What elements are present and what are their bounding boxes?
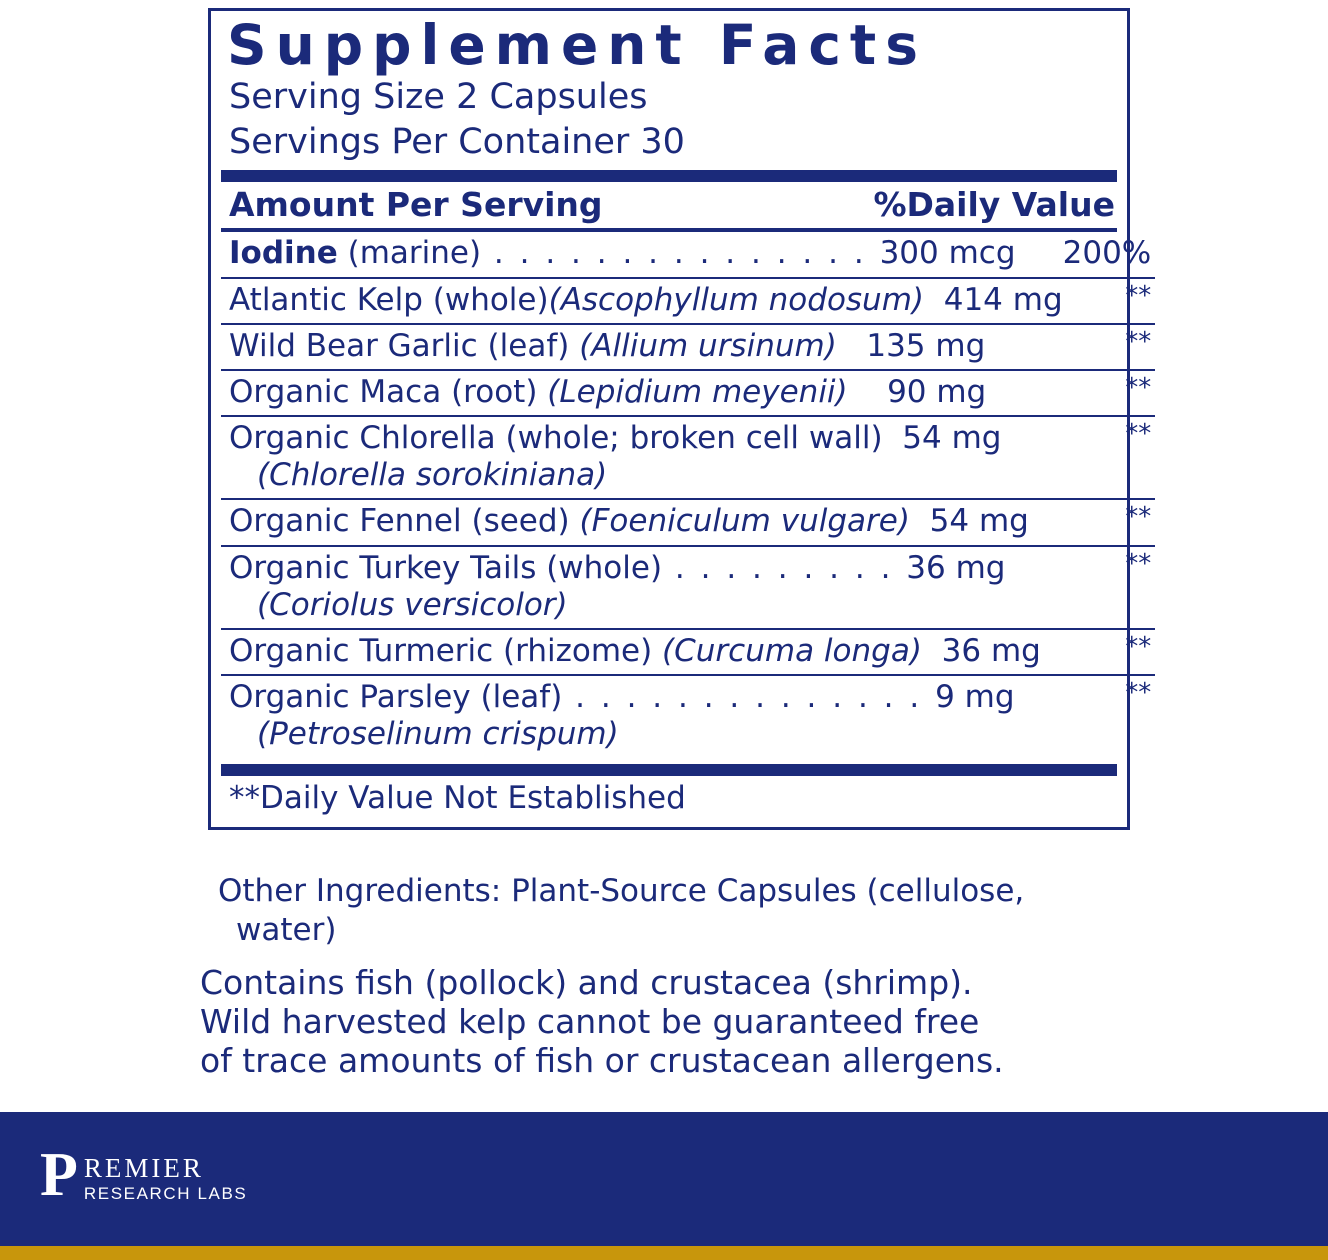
table-row bbox=[221, 324, 1155, 370]
ingredient-name-cell bbox=[221, 232, 1063, 277]
ingredient-latin: (Foeniculum vulgare) bbox=[579, 503, 910, 540]
ingredient-name: Organic Maca (root) bbox=[229, 373, 548, 410]
ingredient-amount: 135 mg bbox=[866, 327, 986, 364]
ingredient-dv: ** bbox=[1125, 678, 1152, 709]
amount-per-serving-label: Amount Per Serving bbox=[229, 185, 603, 225]
table-row bbox=[221, 629, 1155, 675]
table-row bbox=[221, 278, 1155, 324]
ingredient-name-cell bbox=[221, 324, 1063, 370]
ingredient-name: Organic Parsley (leaf) bbox=[229, 679, 563, 716]
panel-title: Supplement Facts bbox=[227, 13, 927, 77]
other-ingredients bbox=[218, 872, 1098, 950]
ingredient-table bbox=[221, 232, 1155, 757]
ingredient-name-cell bbox=[221, 629, 1063, 675]
ingredient-name-cell bbox=[221, 278, 1063, 324]
ingredient-dv: ** bbox=[1063, 629, 1156, 675]
leader-dots: . . . . . . . . . . . . . . bbox=[562, 679, 936, 716]
ingredient-latin: (Petroselinum crispum) bbox=[257, 716, 619, 753]
other-ingredients-line2: water) bbox=[236, 911, 337, 948]
table-row bbox=[221, 370, 1155, 416]
divider-thick-bottom bbox=[221, 764, 1117, 776]
allergen-line2: Wild harvested kelp cannot be guaranteed free bbox=[200, 1001, 980, 1041]
leader-dots: . . . . . . . . . . . . . . . bbox=[481, 235, 880, 272]
ingredient-name-cell bbox=[221, 546, 1063, 629]
ingredient-dv: ** bbox=[1063, 499, 1156, 545]
ingredient-amount: 36 mg bbox=[906, 549, 1006, 586]
ingredient-amount: 36 mg bbox=[941, 633, 1041, 670]
ingredient-latin: (Coriolus versicolor) bbox=[257, 586, 568, 623]
ingredient-name-cell bbox=[221, 675, 1063, 757]
allergen-line1: Contains fish (pollock) and crustacea (shrimp). bbox=[200, 963, 973, 1002]
ingredient-name: Organic Turkey Tails (whole) bbox=[229, 549, 663, 586]
leader-dots: . . . . . . . . . bbox=[662, 549, 907, 586]
ingredient-dv: ** bbox=[1063, 416, 1156, 499]
allergen-line3: of trace amounts of fish or crustacean allergens. bbox=[200, 1040, 1004, 1080]
table-row bbox=[221, 546, 1155, 629]
ingredient-dv: ** bbox=[1063, 278, 1156, 324]
ingredient-name-cell bbox=[221, 370, 1063, 416]
logo-letter-p: P bbox=[40, 1141, 78, 1209]
ingredient-qualifier: (marine) bbox=[337, 235, 482, 272]
table-row bbox=[221, 499, 1155, 545]
logo-premier-text: REMIER bbox=[83, 1153, 204, 1183]
table-row bbox=[221, 232, 1155, 277]
ingredient-dv: ** bbox=[1063, 370, 1156, 416]
ingredient-latin: (Allium ursinum) bbox=[579, 327, 837, 364]
ingredient-amount: 9 mg bbox=[935, 679, 1015, 716]
ingredient-amount: 54 mg bbox=[929, 503, 1029, 540]
footer-accent-stripe bbox=[0, 1246, 1328, 1260]
amount-header-row bbox=[221, 182, 1117, 228]
footer-bar bbox=[0, 1112, 1328, 1260]
ingredient-dv: 200% bbox=[1063, 232, 1156, 277]
ingredient-amount: 54 mg bbox=[902, 420, 1002, 457]
divider-thick-top bbox=[221, 170, 1117, 182]
ingredient-amount: 300 mcg bbox=[879, 235, 1016, 272]
daily-value-footnote: **Daily Value Not Established bbox=[229, 779, 686, 816]
serving-size: Serving Size 2 Capsules bbox=[229, 76, 648, 117]
ingredient-amount: 414 mg bbox=[943, 281, 1063, 318]
ingredient-name: Atlantic Kelp (whole) bbox=[229, 281, 549, 318]
ingredient-name: Iodine bbox=[229, 235, 338, 272]
ingredient-name: Organic Fennel (seed) bbox=[229, 503, 580, 540]
ingredient-name: Wild Bear Garlic (leaf) bbox=[229, 327, 580, 364]
other-ingredients-line1: Other Ingredients: Plant-Source Capsules (cellulose, bbox=[218, 873, 1025, 909]
ingredient-name: Organic Chlorella (whole; broken cell wall) bbox=[229, 420, 883, 457]
ingredient-name-cell bbox=[221, 499, 1063, 545]
ingredient-amount: 90 mg bbox=[887, 373, 987, 410]
servings-per-container: Servings Per Container 30 bbox=[229, 121, 685, 162]
logo-wordmark bbox=[78, 1150, 247, 1205]
ingredient-latin: (Lepidium meyenii) bbox=[547, 373, 848, 410]
logo-research-labs-text: RESEARCH LABS bbox=[83, 1184, 248, 1204]
ingredient-latin: (Chlorella sorokiniana) bbox=[257, 457, 608, 494]
ingredient-latin: (Curcuma longa) bbox=[662, 633, 922, 670]
brand-logo bbox=[40, 1141, 248, 1209]
supplement-facts-panel bbox=[208, 8, 1152, 830]
daily-value-label: %Daily Value bbox=[873, 185, 1115, 225]
ingredient-name-cell bbox=[221, 416, 1063, 499]
allergen-statement bbox=[200, 964, 1100, 1081]
ingredient-name: Organic Turmeric (rhizome) bbox=[229, 633, 663, 670]
ingredient-dv: ** bbox=[1063, 324, 1156, 370]
table-row bbox=[221, 675, 1155, 757]
ingredient-latin: (Ascophyllum nodosum) bbox=[548, 281, 924, 318]
table-row bbox=[221, 416, 1155, 499]
ingredient-dv: ** bbox=[1063, 546, 1156, 629]
